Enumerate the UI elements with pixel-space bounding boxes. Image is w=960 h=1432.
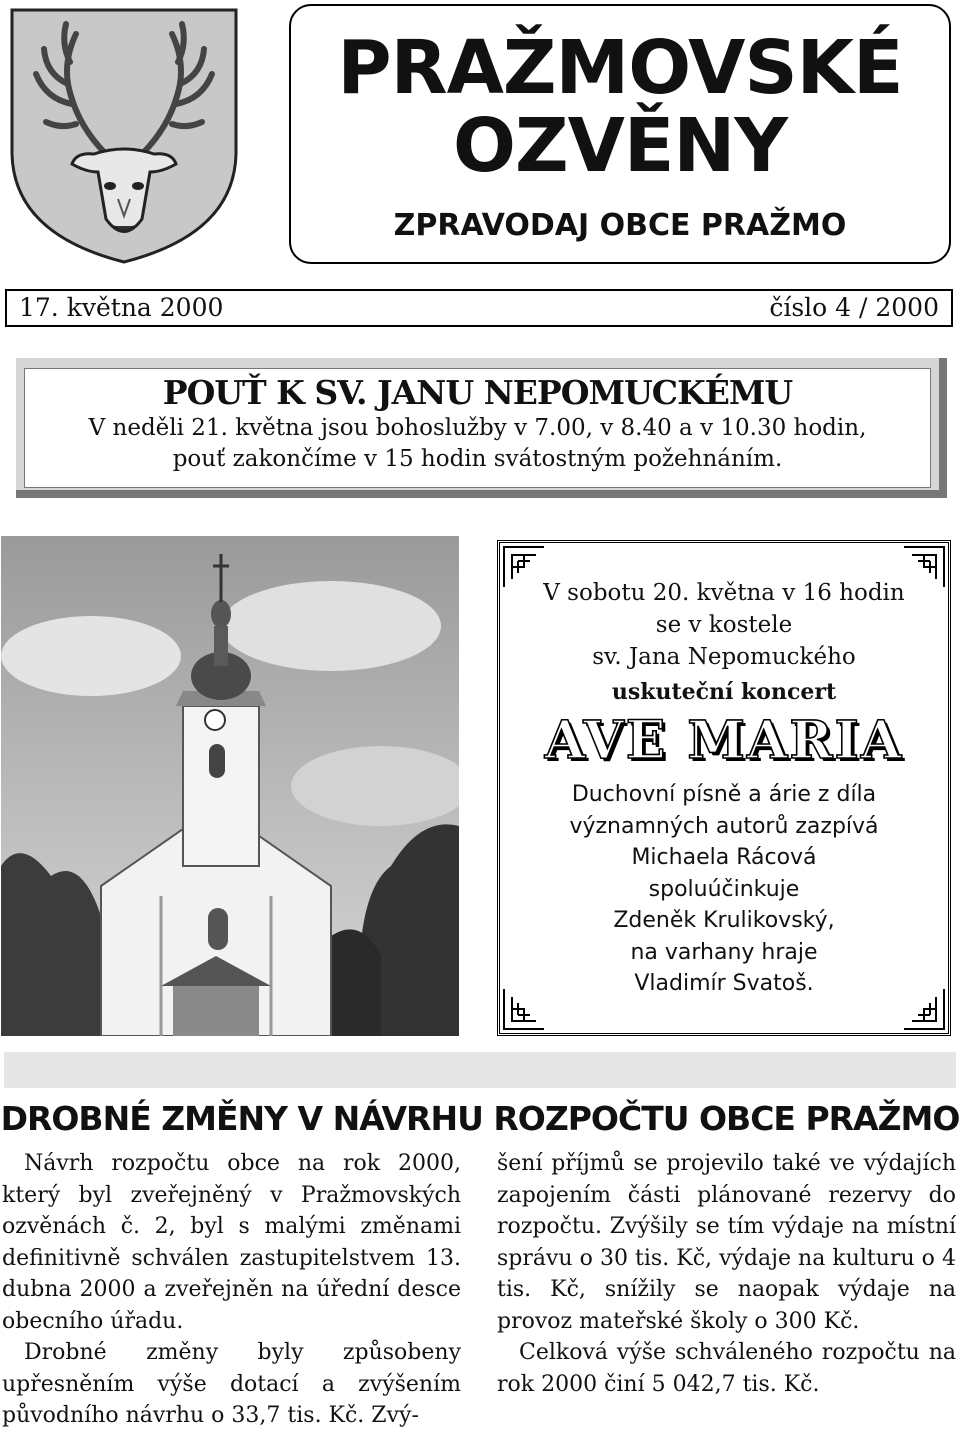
concert-announcement xyxy=(497,540,951,1036)
article-paragraph: Návrh rozpočtu obce na rok 2000, který byl zveřejněný v Pražmovských ozvěnách č. 2, byl s malými změnami definitivně schválen zastupitelstvem 13. dubna 2000 a zveřejněn na úřední desce obecního úřadu. xyxy=(2,1151,461,1334)
concert-desc-line: Michaela Rácová xyxy=(631,845,817,870)
concert-intro-line: V sobotu 20. května v 16 hodin xyxy=(543,580,905,606)
masthead-title-line1: PRAŽMOVSKÉ xyxy=(337,25,903,111)
deer-head-crest-icon xyxy=(6,4,242,266)
concert-intro-line: se v kostele xyxy=(655,612,793,638)
pilgrimage-line: pouť zakončíme v 15 hodin svátostným požehnáním. xyxy=(172,446,783,472)
concert-intro-line: sv. Jana Nepomuckého xyxy=(592,644,856,670)
pilgrimage-announcement xyxy=(16,358,947,498)
masthead-box xyxy=(289,4,951,264)
article-column-left xyxy=(2,1148,461,1432)
concert-title: AVE MARIA xyxy=(544,710,904,771)
section-separator xyxy=(4,1052,956,1088)
issue-bar xyxy=(5,289,953,327)
masthead-subtitle: ZPRAVODAJ OBCE PRAŽMO xyxy=(393,208,847,243)
coat-of-arms xyxy=(6,4,242,266)
pilgrimage-text xyxy=(25,413,930,475)
church-photo xyxy=(1,536,459,1036)
article-paragraph: Celková výše schváleného rozpočtu na rok 2000 činí 5 042,7 tis. Kč. xyxy=(497,1340,956,1397)
issue-date: 17. května 2000 xyxy=(19,293,224,322)
concert-description xyxy=(500,779,948,1000)
concert-desc-line: Vladimír Svatoš. xyxy=(634,971,814,996)
pilgrimage-panel xyxy=(24,368,931,488)
masthead-title-line2: OZVĚNY xyxy=(453,103,787,189)
concert-intro xyxy=(500,577,948,673)
budget-heading: DROBNÉ ZMĚNY V NÁVRHU ROZPOČTU OBCE PRAŽMO xyxy=(0,1099,960,1138)
pilgrimage-title: POUŤ K SV. JANU NEPOMUCKÉMU xyxy=(162,373,793,412)
concert-desc-line: Duchovní písně a árie z díla xyxy=(571,782,877,807)
issue-number: číslo 4 / 2000 xyxy=(769,293,939,322)
concert-kind: uskuteční koncert xyxy=(611,679,837,705)
pilgrimage-line: V neděli 21. května jsou bohoslužby v 7.00, v 8.40 a v 10.30 hodin, xyxy=(88,415,867,441)
article-column-right xyxy=(497,1148,956,1400)
concert-desc-line: významných autorů zazpívá xyxy=(569,813,879,839)
concert-desc-line: Zdeněk Krulikovský, xyxy=(613,908,835,933)
article-paragraph: šení příjmů se projevilo také ve výdajích zapojením části plánované rezervy do rozpočtu. Zvýšily se tím výdaje na místní správu o 30 tis. Kč, výdaje na kulturu o 4 tis. Kč, snížily se naopak výdaje na provoz mateřské školy o 300 Kč. xyxy=(497,1151,956,1334)
concert-desc-line: spoluúčinkuje xyxy=(648,876,800,902)
concert-desc-line: na varhany hraje xyxy=(630,939,818,965)
church-image xyxy=(1,536,459,1036)
article-paragraph: Drobné změny byly způsobeny upřesněním výše dotací a zvýšením původního návrhu o 33,7 tis. Kč. Zvý- xyxy=(2,1340,461,1428)
